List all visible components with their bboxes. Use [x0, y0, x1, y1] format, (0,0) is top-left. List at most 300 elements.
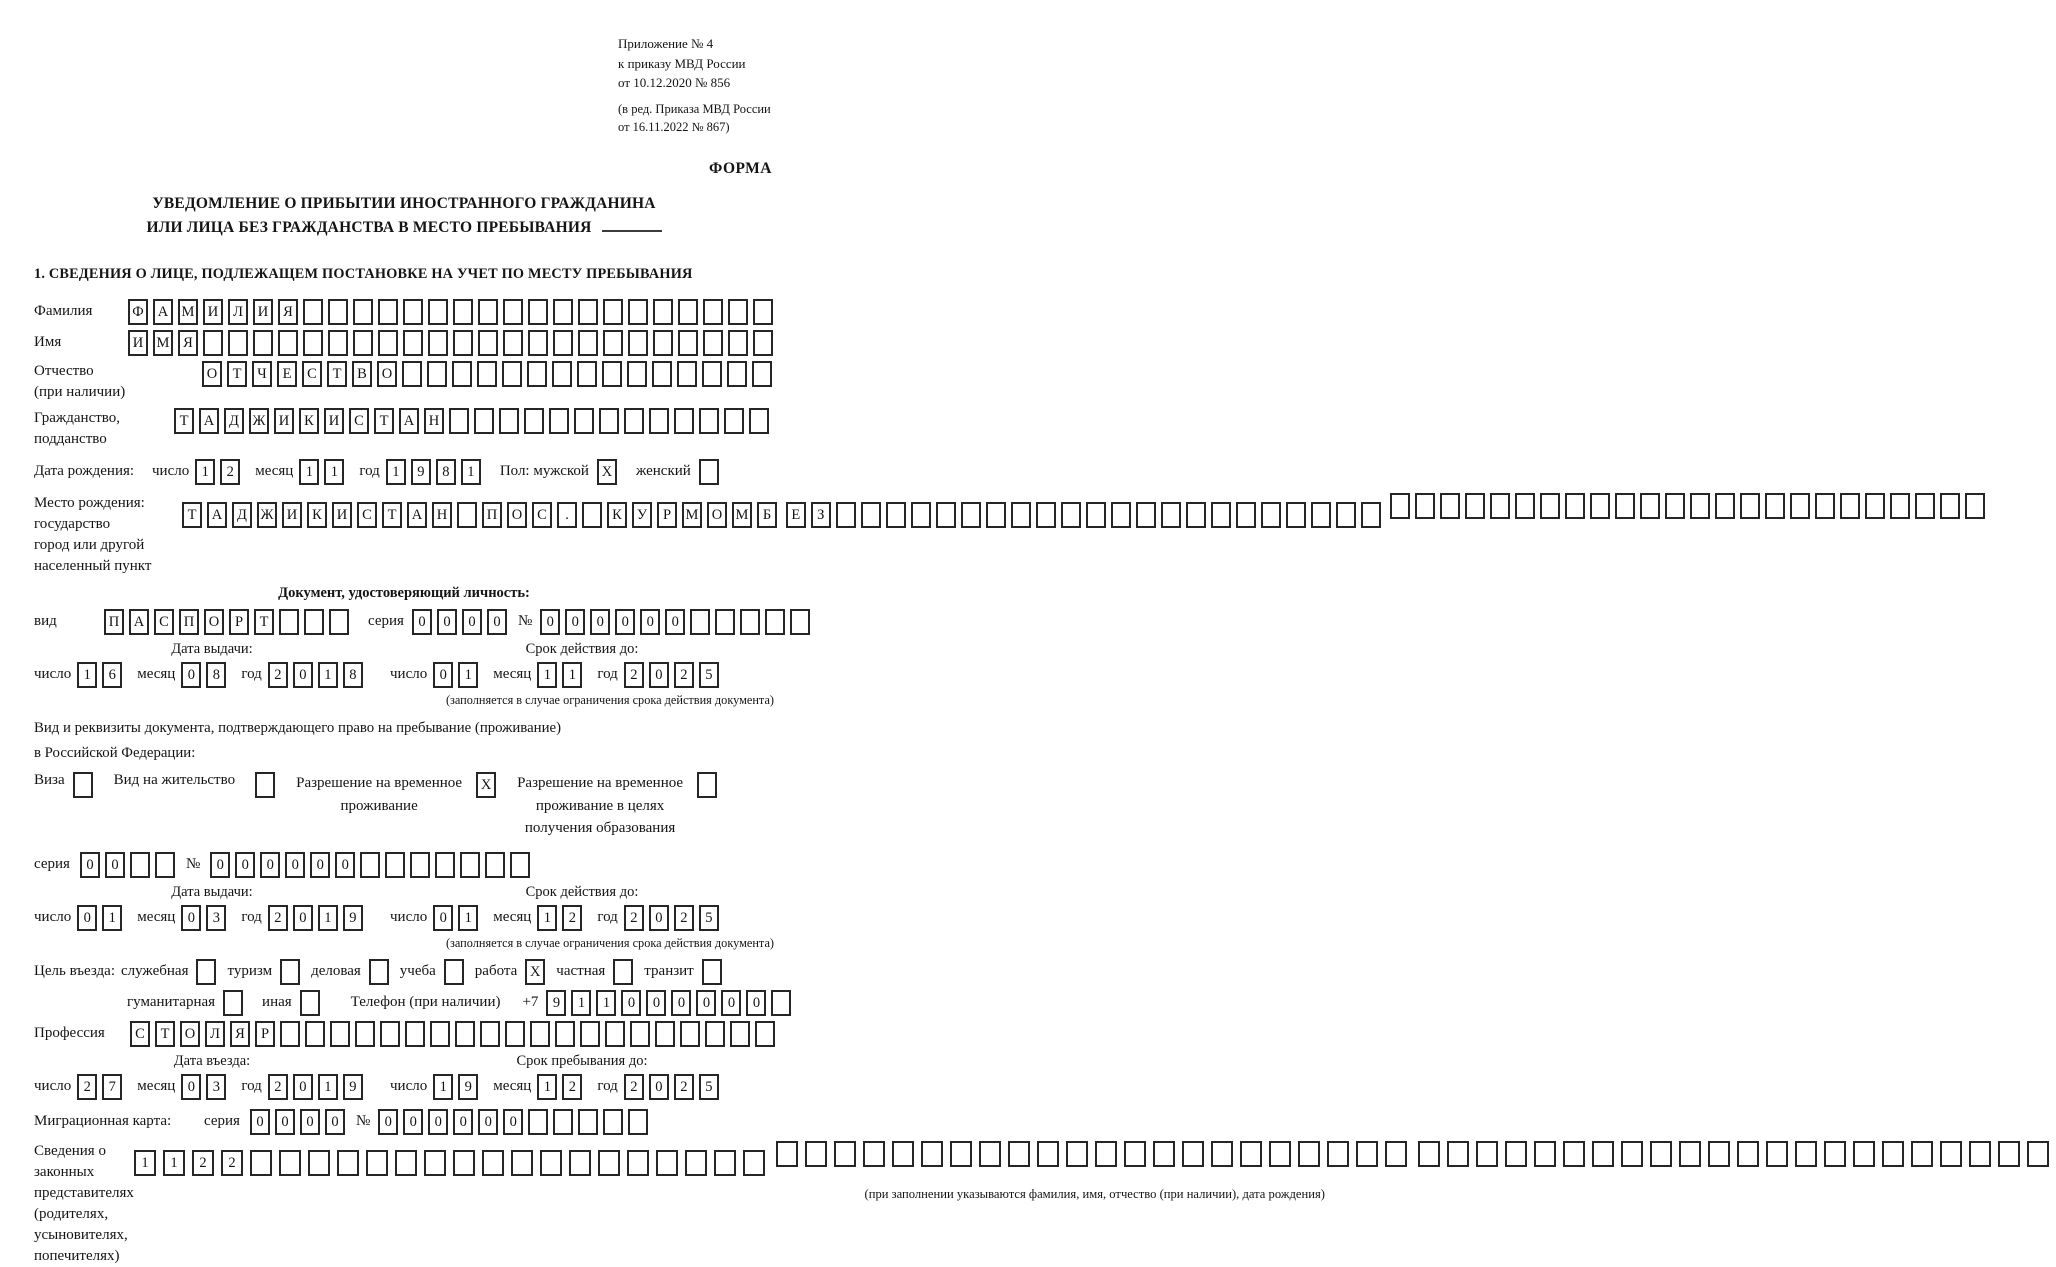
form-cell[interactable]: 0 [503, 1109, 523, 1135]
form-cell[interactable] [1447, 1141, 1469, 1167]
form-cell[interactable] [1465, 493, 1485, 519]
form-cell[interactable] [886, 502, 906, 528]
form-cell[interactable] [478, 299, 498, 325]
form-cell[interactable] [1236, 502, 1256, 528]
form-cell[interactable]: 1 [102, 905, 122, 931]
form-cell[interactable]: С [302, 361, 322, 387]
form-cell[interactable] [715, 609, 735, 635]
form-cell[interactable] [380, 1021, 400, 1047]
form-cell[interactable] [961, 502, 981, 528]
form-cell[interactable] [1008, 1141, 1030, 1167]
form-cell[interactable]: 0 [335, 852, 355, 878]
form-cell[interactable]: 1 [77, 662, 97, 688]
form-cell[interactable] [1311, 502, 1331, 528]
form-cell[interactable]: В [352, 361, 372, 387]
form-cell[interactable]: 9 [343, 1074, 363, 1100]
form-cell[interactable] [705, 1021, 725, 1047]
form-cell[interactable] [656, 1150, 678, 1176]
form-cell[interactable]: . [557, 502, 577, 528]
form-cell[interactable]: 6 [102, 662, 122, 688]
form-cell[interactable] [428, 299, 448, 325]
form-cell[interactable]: 0 [437, 609, 457, 635]
form-cell[interactable]: Я [178, 330, 198, 356]
form-cell[interactable] [630, 1021, 650, 1047]
form-cell[interactable]: С [130, 1021, 150, 1047]
form-cell[interactable] [355, 1021, 375, 1047]
form-cell[interactable] [765, 609, 785, 635]
form-cell[interactable] [474, 408, 494, 434]
form-cell[interactable]: 2 [268, 1074, 288, 1100]
form-cell[interactable]: 2 [221, 1150, 243, 1176]
form-cell[interactable] [478, 330, 498, 356]
form-cell[interactable] [628, 330, 648, 356]
form-cell[interactable] [790, 609, 810, 635]
form-cell[interactable] [524, 408, 544, 434]
form-cell[interactable]: 0 [403, 1109, 423, 1135]
form-cell[interactable]: О [377, 361, 397, 387]
form-cell[interactable] [603, 330, 623, 356]
form-cell[interactable]: 0 [590, 609, 610, 635]
form-cell[interactable] [1298, 1141, 1320, 1167]
form-cell[interactable] [1592, 1141, 1614, 1167]
form-cell[interactable]: Р [229, 609, 249, 635]
form-cell[interactable] [1390, 493, 1410, 519]
form-cell[interactable]: 0 [210, 852, 230, 878]
form-cell[interactable] [605, 1021, 625, 1047]
form-cell[interactable]: Е [277, 361, 297, 387]
form-cell[interactable]: 1 [318, 662, 338, 688]
form-cell[interactable]: 0 [181, 905, 201, 931]
form-cell[interactable] [1440, 493, 1460, 519]
form-cell[interactable] [1136, 502, 1156, 528]
form-cell[interactable] [743, 1150, 765, 1176]
form-cell[interactable]: 2 [624, 1074, 644, 1100]
form-cell[interactable] [1795, 1141, 1817, 1167]
form-cell[interactable] [1161, 502, 1181, 528]
form-cell[interactable] [1708, 1141, 1730, 1167]
form-cell[interactable] [553, 330, 573, 356]
form-cell[interactable]: С [154, 609, 174, 635]
form-cell[interactable]: И [324, 408, 344, 434]
form-cell[interactable]: М [153, 330, 173, 356]
form-cell[interactable]: П [104, 609, 124, 635]
form-cell[interactable] [863, 1141, 885, 1167]
form-cell[interactable]: 0 [293, 1074, 313, 1100]
form-cell[interactable] [950, 1141, 972, 1167]
form-cell[interactable]: 1 [571, 990, 591, 1016]
form-cell[interactable] [1815, 493, 1835, 519]
form-cell[interactable] [303, 330, 323, 356]
form-cell[interactable]: 0 [565, 609, 585, 635]
form-cell[interactable]: Л [205, 1021, 225, 1047]
form-cell[interactable]: Н [432, 502, 452, 528]
form-cell[interactable]: 0 [275, 1109, 295, 1135]
form-cell[interactable] [369, 959, 389, 985]
form-cell[interactable]: 9 [458, 1074, 478, 1100]
form-cell[interactable] [1940, 1141, 1962, 1167]
form-cell[interactable]: А [407, 502, 427, 528]
form-cell[interactable] [308, 1150, 330, 1176]
form-cell[interactable] [911, 502, 931, 528]
form-cell[interactable] [485, 852, 505, 878]
form-cell[interactable] [655, 1021, 675, 1047]
form-cell[interactable]: Т [254, 609, 274, 635]
form-cell[interactable]: 0 [453, 1109, 473, 1135]
form-cell[interactable] [253, 330, 273, 356]
form-cell[interactable] [1650, 1141, 1672, 1167]
form-cell[interactable] [986, 502, 1006, 528]
form-cell[interactable] [599, 408, 619, 434]
form-cell[interactable] [1740, 493, 1760, 519]
form-cell[interactable] [395, 1150, 417, 1176]
form-cell[interactable]: 0 [260, 852, 280, 878]
form-cell[interactable] [1940, 493, 1960, 519]
form-cell[interactable] [1066, 1141, 1088, 1167]
form-cell[interactable]: 5 [699, 905, 719, 931]
form-cell[interactable] [452, 361, 472, 387]
form-cell[interactable] [603, 299, 623, 325]
form-cell[interactable] [678, 299, 698, 325]
form-cell[interactable]: 1 [458, 905, 478, 931]
form-cell[interactable] [2027, 1141, 2049, 1167]
form-cell[interactable]: О [204, 609, 224, 635]
form-cell[interactable] [1476, 1141, 1498, 1167]
form-cell[interactable]: Л [228, 299, 248, 325]
form-cell[interactable]: К [607, 502, 627, 528]
form-cell[interactable] [569, 1150, 591, 1176]
form-cell[interactable] [1969, 1141, 1991, 1167]
form-cell[interactable] [300, 990, 320, 1016]
form-cell[interactable] [653, 330, 673, 356]
form-cell[interactable] [1385, 1141, 1407, 1167]
form-cell[interactable]: 0 [235, 852, 255, 878]
form-cell[interactable] [1615, 493, 1635, 519]
form-cell[interactable]: О [180, 1021, 200, 1047]
form-cell[interactable] [499, 408, 519, 434]
form-cell[interactable] [1269, 1141, 1291, 1167]
form-cell[interactable]: А [199, 408, 219, 434]
form-cell[interactable] [330, 1021, 350, 1047]
form-cell[interactable]: 9 [343, 905, 363, 931]
form-cell[interactable]: Е [786, 502, 806, 528]
form-cell[interactable]: 0 [428, 1109, 448, 1135]
form-cell[interactable]: Я [230, 1021, 250, 1047]
form-cell[interactable] [674, 408, 694, 434]
form-cell[interactable]: 1 [299, 459, 319, 485]
form-cell[interactable]: 0 [325, 1109, 345, 1135]
form-cell[interactable] [555, 1021, 575, 1047]
form-cell[interactable] [328, 330, 348, 356]
form-cell[interactable] [155, 852, 175, 878]
form-cell[interactable] [1505, 1141, 1527, 1167]
form-cell[interactable]: 0 [285, 852, 305, 878]
form-cell[interactable]: 8 [206, 662, 226, 688]
form-cell[interactable]: 0 [621, 990, 641, 1016]
form-cell[interactable] [1515, 493, 1535, 519]
form-cell[interactable] [1565, 493, 1585, 519]
form-cell[interactable] [740, 609, 760, 635]
form-cell[interactable] [699, 459, 719, 485]
form-cell[interactable]: 0 [487, 609, 507, 635]
form-cell[interactable] [511, 1150, 533, 1176]
form-cell[interactable] [805, 1141, 827, 1167]
form-cell[interactable] [1356, 1141, 1378, 1167]
form-cell[interactable]: 0 [640, 609, 660, 635]
form-cell[interactable]: А [207, 502, 227, 528]
form-cell[interactable] [627, 361, 647, 387]
form-cell[interactable] [677, 361, 697, 387]
form-cell[interactable] [280, 1021, 300, 1047]
form-cell[interactable]: 0 [462, 609, 482, 635]
form-cell[interactable]: 0 [671, 990, 691, 1016]
form-cell[interactable]: 9 [546, 990, 566, 1016]
form-cell[interactable] [503, 330, 523, 356]
form-cell[interactable]: Т [382, 502, 402, 528]
form-cell[interactable] [728, 299, 748, 325]
form-cell[interactable] [403, 330, 423, 356]
form-cell[interactable] [649, 408, 669, 434]
form-cell[interactable]: А [153, 299, 173, 325]
form-cell[interactable] [353, 330, 373, 356]
form-cell[interactable]: 7 [102, 1074, 122, 1100]
form-cell[interactable]: 0 [293, 905, 313, 931]
form-cell[interactable]: 0 [649, 662, 669, 688]
form-cell[interactable] [834, 1141, 856, 1167]
form-cell[interactable]: 1 [537, 905, 557, 931]
form-cell[interactable] [724, 408, 744, 434]
form-cell[interactable] [936, 502, 956, 528]
form-cell[interactable]: 2 [562, 1074, 582, 1100]
form-cell[interactable]: Ж [249, 408, 269, 434]
form-cell[interactable] [703, 330, 723, 356]
form-cell[interactable]: И [282, 502, 302, 528]
form-cell[interactable]: 0 [412, 609, 432, 635]
form-cell[interactable] [979, 1141, 1001, 1167]
form-cell[interactable] [477, 361, 497, 387]
form-cell[interactable] [228, 330, 248, 356]
form-cell[interactable] [1490, 493, 1510, 519]
form-cell[interactable] [527, 361, 547, 387]
form-cell[interactable] [752, 361, 772, 387]
form-cell[interactable] [861, 502, 881, 528]
form-cell[interactable] [578, 330, 598, 356]
form-cell[interactable] [1095, 1141, 1117, 1167]
form-cell[interactable]: С [532, 502, 552, 528]
form-cell[interactable] [305, 1021, 325, 1047]
form-cell[interactable] [457, 502, 477, 528]
form-cell[interactable] [578, 1109, 598, 1135]
form-cell[interactable] [278, 330, 298, 356]
form-cell[interactable] [279, 1150, 301, 1176]
form-cell[interactable]: 1 [134, 1150, 156, 1176]
form-cell[interactable] [279, 609, 299, 635]
form-cell[interactable] [1840, 493, 1860, 519]
form-cell[interactable]: 0 [77, 905, 97, 931]
form-cell[interactable] [652, 361, 672, 387]
form-cell[interactable] [528, 330, 548, 356]
form-cell[interactable] [1211, 502, 1231, 528]
form-cell[interactable]: Т [227, 361, 247, 387]
form-cell[interactable] [353, 299, 373, 325]
form-cell[interactable]: 0 [696, 990, 716, 1016]
form-cell[interactable]: 0 [181, 662, 201, 688]
form-cell[interactable]: 0 [433, 662, 453, 688]
form-cell[interactable] [1890, 493, 1910, 519]
form-cell[interactable] [405, 1021, 425, 1047]
form-cell[interactable] [366, 1150, 388, 1176]
form-cell[interactable]: 9 [411, 459, 431, 485]
form-cell[interactable]: С [357, 502, 377, 528]
form-cell[interactable] [1665, 493, 1685, 519]
form-cell[interactable] [1415, 493, 1435, 519]
form-cell[interactable] [628, 1109, 648, 1135]
form-cell[interactable]: П [482, 502, 502, 528]
form-cell[interactable] [578, 299, 598, 325]
form-cell[interactable]: С [349, 408, 369, 434]
form-cell[interactable]: И [274, 408, 294, 434]
form-cell[interactable] [714, 1150, 736, 1176]
form-cell[interactable]: 2 [674, 1074, 694, 1100]
form-cell[interactable] [921, 1141, 943, 1167]
form-cell[interactable] [329, 609, 349, 635]
form-cell[interactable] [1182, 1141, 1204, 1167]
form-cell[interactable]: Т [327, 361, 347, 387]
form-cell[interactable]: 2 [220, 459, 240, 485]
form-cell[interactable]: К [299, 408, 319, 434]
form-cell[interactable] [453, 299, 473, 325]
form-cell[interactable] [1186, 502, 1206, 528]
form-cell[interactable] [453, 1150, 475, 1176]
form-cell[interactable]: К [307, 502, 327, 528]
form-cell[interactable] [510, 852, 530, 878]
form-cell[interactable]: 1 [433, 1074, 453, 1100]
form-cell[interactable] [1965, 493, 1985, 519]
form-cell[interactable]: Т [182, 502, 202, 528]
form-cell[interactable]: 1 [318, 1074, 338, 1100]
form-cell[interactable]: 0 [181, 1074, 201, 1100]
form-cell[interactable] [1211, 1141, 1233, 1167]
form-cell[interactable] [1036, 502, 1056, 528]
form-cell[interactable] [892, 1141, 914, 1167]
form-cell[interactable] [1911, 1141, 1933, 1167]
form-cell[interactable] [624, 408, 644, 434]
form-cell[interactable] [1590, 493, 1610, 519]
form-cell[interactable]: И [128, 330, 148, 356]
form-cell[interactable]: Б [757, 502, 777, 528]
form-cell[interactable] [1534, 1141, 1556, 1167]
form-cell[interactable]: М [732, 502, 752, 528]
form-cell[interactable]: Ф [128, 299, 148, 325]
form-cell[interactable] [1153, 1141, 1175, 1167]
form-cell[interactable]: 8 [436, 459, 456, 485]
form-cell[interactable] [378, 299, 398, 325]
form-cell[interactable]: Д [224, 408, 244, 434]
form-cell[interactable] [1061, 502, 1081, 528]
form-cell[interactable]: А [399, 408, 419, 434]
form-cell[interactable]: О [507, 502, 527, 528]
form-cell[interactable]: 1 [318, 905, 338, 931]
form-cell[interactable] [403, 299, 423, 325]
form-cell[interactable] [255, 772, 275, 798]
form-cell[interactable] [702, 361, 722, 387]
form-cell[interactable] [455, 1021, 475, 1047]
form-cell[interactable] [482, 1150, 504, 1176]
form-cell[interactable]: 1 [461, 459, 481, 485]
form-cell[interactable] [1540, 493, 1560, 519]
form-cell[interactable]: 2 [192, 1150, 214, 1176]
form-cell[interactable] [771, 990, 791, 1016]
form-cell[interactable] [1737, 1141, 1759, 1167]
form-cell[interactable]: 3 [206, 1074, 226, 1100]
form-cell[interactable] [1715, 493, 1735, 519]
form-cell[interactable] [678, 330, 698, 356]
form-cell[interactable] [553, 1109, 573, 1135]
form-cell[interactable] [582, 502, 602, 528]
form-cell[interactable]: 1 [458, 662, 478, 688]
form-cell[interactable] [1124, 1141, 1146, 1167]
form-cell[interactable]: М [178, 299, 198, 325]
form-cell[interactable] [1011, 502, 1031, 528]
form-cell[interactable]: И [253, 299, 273, 325]
form-cell[interactable] [1240, 1141, 1262, 1167]
form-cell[interactable]: 0 [649, 1074, 669, 1100]
form-cell[interactable]: 2 [77, 1074, 97, 1100]
form-cell[interactable]: 1 [386, 459, 406, 485]
form-cell[interactable] [577, 361, 597, 387]
form-cell[interactable]: 1 [596, 990, 616, 1016]
form-cell[interactable]: 0 [300, 1109, 320, 1135]
form-cell[interactable] [603, 1109, 623, 1135]
form-cell[interactable]: И [332, 502, 352, 528]
form-cell[interactable] [1824, 1141, 1846, 1167]
form-cell[interactable] [502, 361, 522, 387]
form-cell[interactable] [130, 852, 150, 878]
form-cell[interactable] [690, 609, 710, 635]
form-cell[interactable] [430, 1021, 450, 1047]
form-cell[interactable]: 1 [537, 1074, 557, 1100]
form-cell[interactable]: 1 [195, 459, 215, 485]
form-cell[interactable]: 0 [80, 852, 100, 878]
form-cell[interactable]: 1 [537, 662, 557, 688]
form-cell[interactable] [1361, 502, 1381, 528]
form-cell[interactable]: 0 [746, 990, 766, 1016]
form-cell[interactable]: 0 [293, 662, 313, 688]
form-cell[interactable] [1915, 493, 1935, 519]
form-cell[interactable]: X [525, 959, 545, 985]
form-cell[interactable] [427, 361, 447, 387]
form-cell[interactable] [776, 1141, 798, 1167]
form-cell[interactable] [505, 1021, 525, 1047]
form-cell[interactable]: 0 [649, 905, 669, 931]
form-cell[interactable] [424, 1150, 446, 1176]
form-cell[interactable] [250, 1150, 272, 1176]
form-cell[interactable] [223, 990, 243, 1016]
form-cell[interactable]: 2 [624, 905, 644, 931]
form-cell[interactable] [1261, 502, 1281, 528]
form-cell[interactable] [1690, 493, 1710, 519]
form-cell[interactable] [753, 299, 773, 325]
form-cell[interactable]: X [597, 459, 617, 485]
form-cell[interactable]: Т [374, 408, 394, 434]
form-cell[interactable] [574, 408, 594, 434]
form-cell[interactable] [73, 772, 93, 798]
form-cell[interactable]: 5 [699, 1074, 719, 1100]
form-cell[interactable] [580, 1021, 600, 1047]
form-cell[interactable] [699, 408, 719, 434]
form-cell[interactable] [444, 959, 464, 985]
form-cell[interactable]: 0 [665, 609, 685, 635]
form-cell[interactable] [627, 1150, 649, 1176]
